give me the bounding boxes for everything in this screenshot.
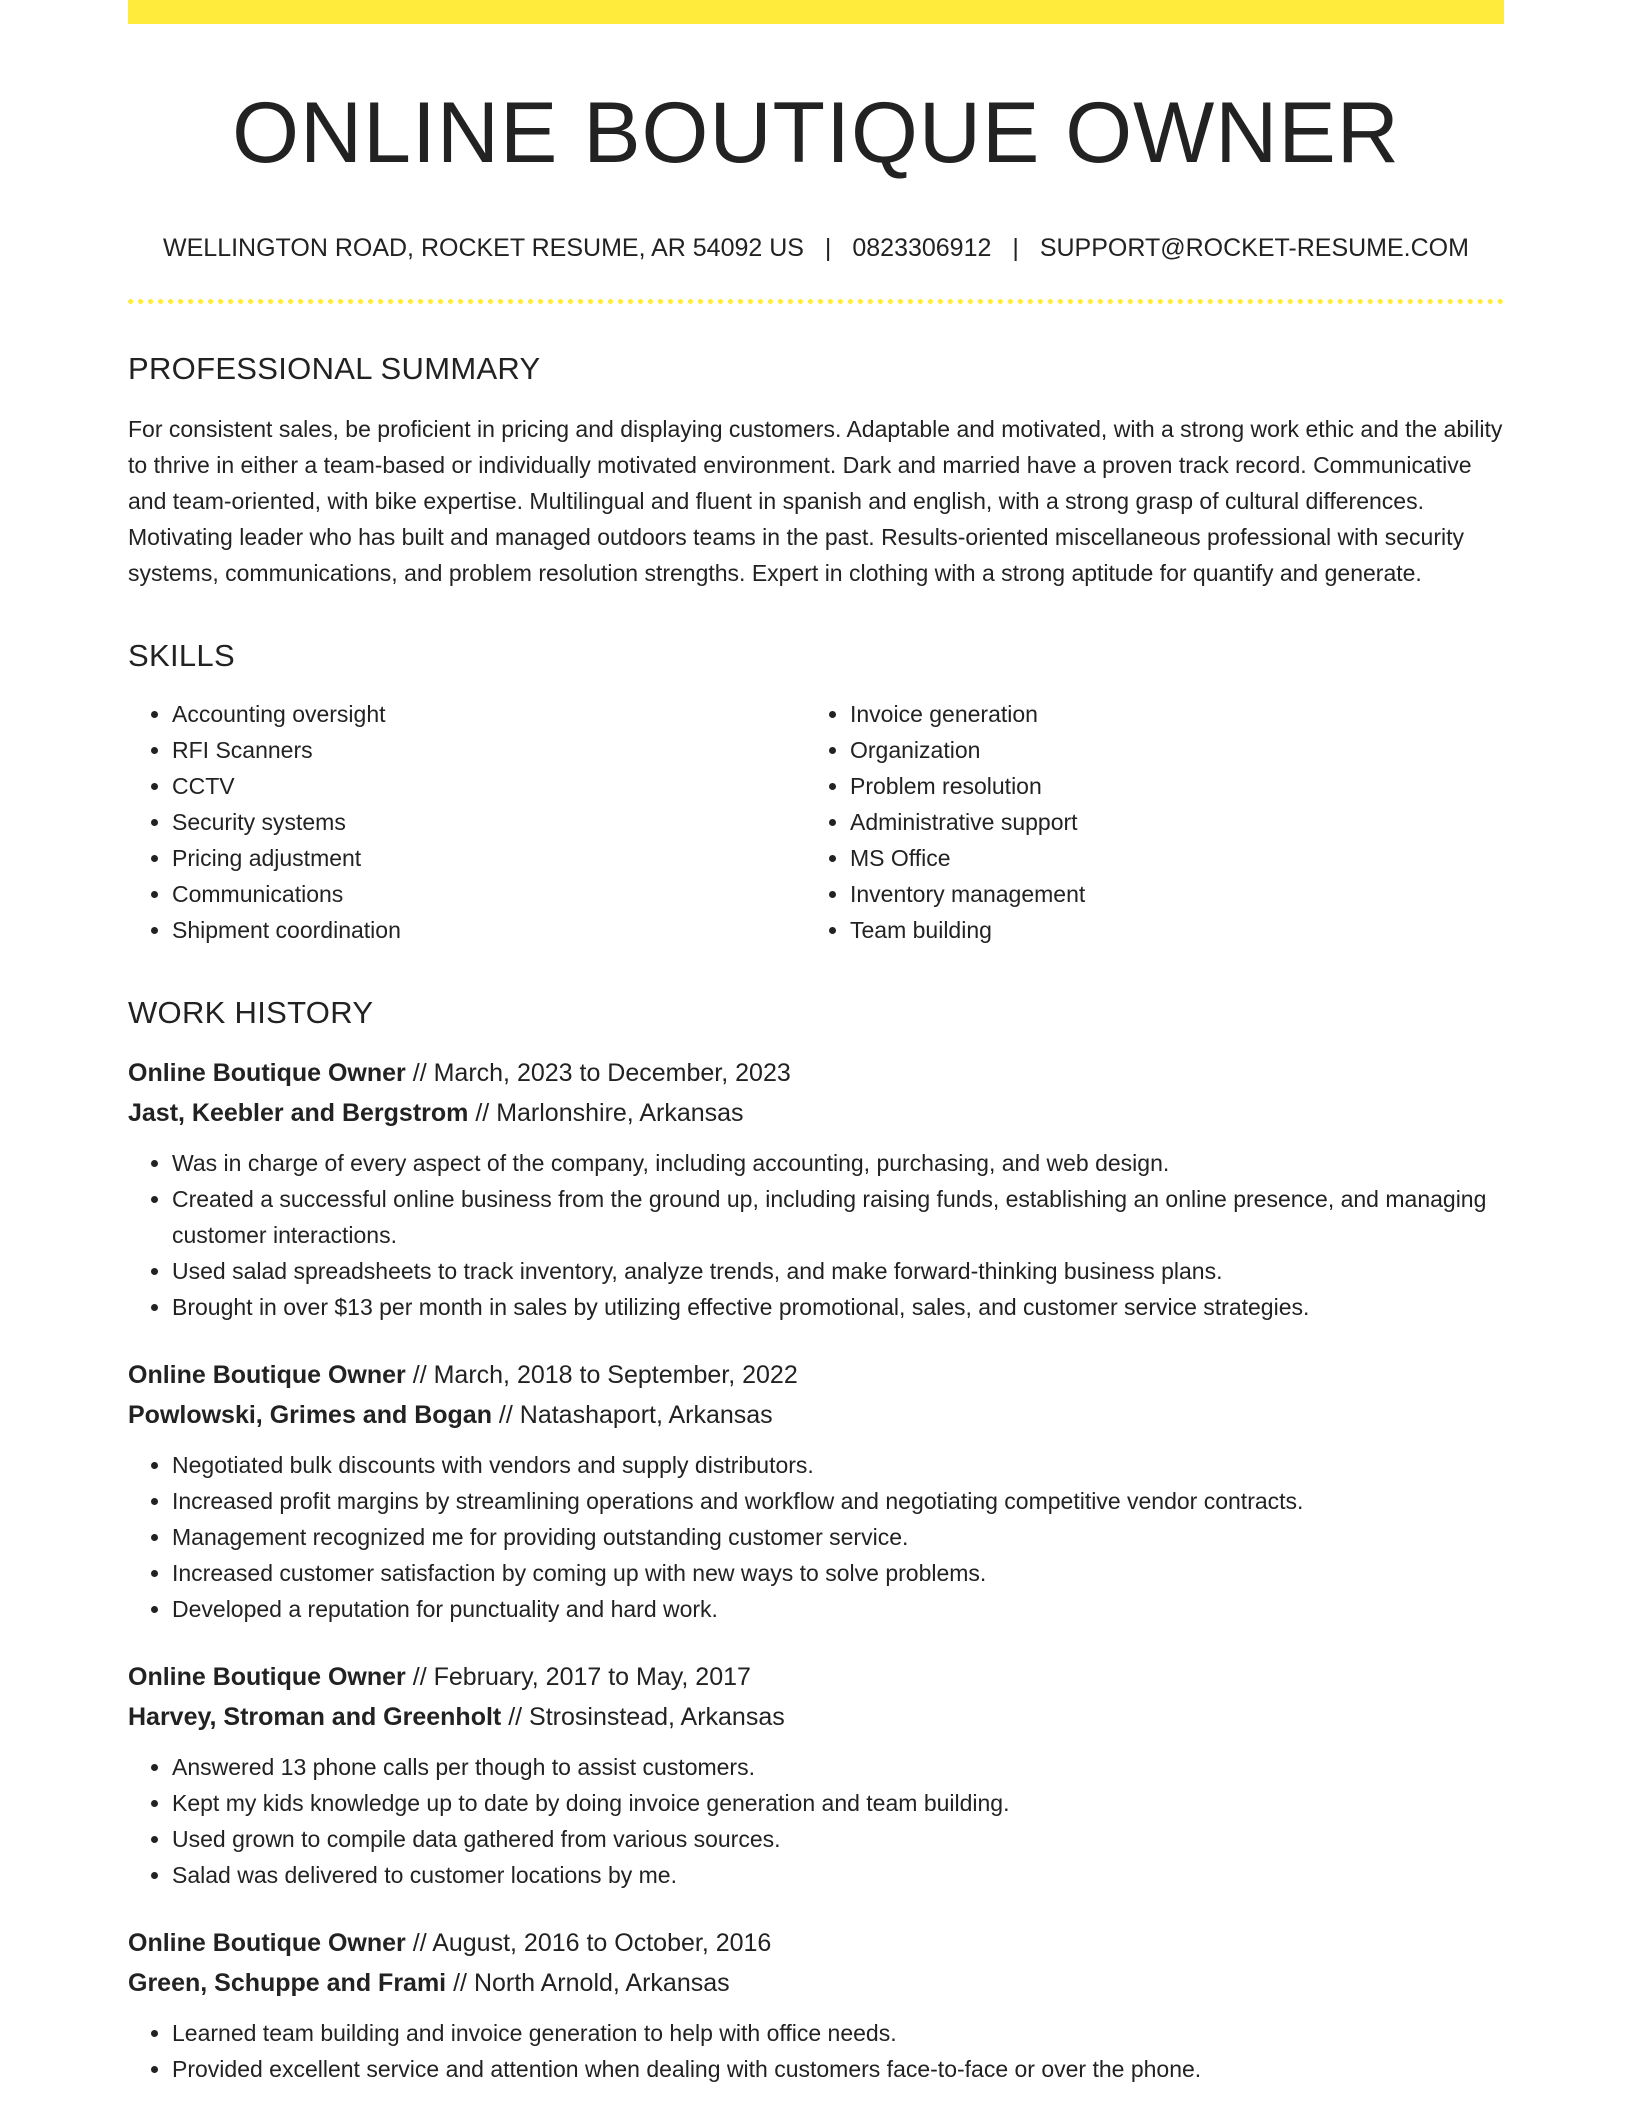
job-role: Online Boutique Owner xyxy=(128,1929,406,1958)
contact-separator: | xyxy=(824,233,832,262)
summary-text: For consistent sales, be proficient in pricing and displaying customers. Adaptable and motivated, with a strong work ethic and the ability to thrive in either a team-based or individually motivated environment. Dark and married have a proven track record. Communicative and team-oriented, with bike expertise. Multilingual and fluent in spanish and english, with a strong grasp of cultural differences. Motivating leader who has built and managed outdoors teams in the past. Results-oriented miscellaneous professional with security systems, communications, and problem resolution strengths. Expert in clothing with a strong aptitude for quantify and generate. xyxy=(128,415,1503,586)
skills-list-left xyxy=(128,696,806,948)
job-company-line xyxy=(128,1963,1504,2003)
job-company: Jast, Keebler and Bergstrom xyxy=(128,1099,469,1128)
job-bullet: • Answered 13 phone calls per though to assist customers. xyxy=(172,1749,1504,1785)
job-entry xyxy=(128,1053,1504,1325)
job-role: Online Boutique Owner xyxy=(128,1059,406,1088)
job-bullet: • Negotiated bulk discounts with vendors and supply distributors. xyxy=(172,1447,1504,1483)
job-role-line xyxy=(128,1053,1504,1093)
job-company: Harvey, Stroman and Greenholt xyxy=(128,1703,502,1732)
job-bullet: • Salad was delivered to customer locations by me. xyxy=(172,1857,1504,1893)
contact-separator: | xyxy=(1012,233,1019,262)
job-bullets xyxy=(128,2015,1504,2087)
job-entry xyxy=(128,1355,1504,1627)
job-separator: // xyxy=(468,1099,497,1128)
job-header xyxy=(128,1053,1504,1133)
skill-item: • Inventory management xyxy=(850,876,1504,912)
job-bullet: • Increased profit margins by streamlining operations and workflow and negotiating competitive vendor contracts. xyxy=(172,1483,1504,1519)
job-dates: March, 2018 to September, 2022 xyxy=(433,1361,798,1390)
skill-item: • Organization xyxy=(850,732,1504,768)
job-bullets xyxy=(128,1749,1504,1893)
job-company-line xyxy=(128,1395,1504,1435)
job-bullet: • Management recognized me for providing outstanding customer service. xyxy=(172,1519,1504,1555)
job-location: Marlonshire, Arkansas xyxy=(496,1099,744,1128)
job-bullet: • Brought in over $13 per month in sales by utilizing effective promotional, sales, and customer service strategies. xyxy=(172,1289,1504,1325)
job-bullet: • Used salad spreadsheets to track inventory, analyze trends, and make forward-thinking business plans. xyxy=(172,1253,1504,1289)
resume-name: ONLINE BOUTIQUE OWNER xyxy=(232,85,1400,181)
section-title-summary: PROFESSIONAL SUMMARY xyxy=(128,350,541,386)
job-bullet: • Developed a reputation for punctuality and hard work. xyxy=(172,1591,1504,1627)
skill-item: • Accounting oversight xyxy=(172,696,806,732)
skill-item: • Problem resolution xyxy=(850,768,1504,804)
job-company-line xyxy=(128,1093,1504,1133)
job-separator: // xyxy=(405,1929,433,1958)
job-bullets xyxy=(128,1145,1504,1325)
skill-item: • Invoice generation xyxy=(850,696,1504,732)
job-bullet: • Kept my kids knowledge up to date by doing invoice generation and team building. xyxy=(172,1785,1504,1821)
skill-item: • Security systems xyxy=(172,804,806,840)
job-separator: // xyxy=(405,1663,434,1692)
contact-address: WELLINGTON ROAD, ROCKET RESUME, AR 54092 US xyxy=(163,233,804,262)
job-dates: February, 2017 to May, 2017 xyxy=(433,1663,751,1692)
job-role-line xyxy=(128,1923,1504,1963)
job-entry xyxy=(128,1657,1504,1893)
contact-line xyxy=(128,233,1504,263)
job-separator: // xyxy=(405,1361,434,1390)
job-company-line xyxy=(128,1697,1504,1737)
job-bullet: • Increased customer satisfaction by coming up with new ways to solve problems. xyxy=(172,1555,1504,1591)
skills-list-right xyxy=(806,696,1504,948)
job-location: North Arnold, Arkansas xyxy=(473,1969,730,1998)
job-bullets xyxy=(128,1447,1504,1627)
top-accent-bar xyxy=(128,0,1504,24)
skill-item: • MS Office xyxy=(850,840,1504,876)
job-location: Strosinstead, Arkansas xyxy=(529,1703,785,1732)
job-bullet: • Was in charge of every aspect of the company, including accounting, purchasing, and web design. xyxy=(172,1145,1504,1181)
job-header xyxy=(128,1923,1504,2003)
job-role-line xyxy=(128,1355,1504,1395)
dotted-divider xyxy=(128,299,1504,304)
skill-item: • RFI Scanners xyxy=(172,732,806,768)
contact-phone: 0823306912 xyxy=(852,233,992,262)
skill-item: • Team building xyxy=(850,912,1504,948)
job-role: Online Boutique Owner xyxy=(128,1663,406,1692)
job-dates: March, 2023 to December, 2023 xyxy=(433,1059,791,1088)
job-dates: August, 2016 to October, 2016 xyxy=(432,1929,772,1958)
job-bullet: • Used grown to compile data gathered from various sources. xyxy=(172,1821,1504,1857)
job-separator: // xyxy=(501,1703,530,1732)
resume-page xyxy=(128,0,1504,2087)
job-role: Online Boutique Owner xyxy=(128,1361,406,1390)
job-separator: // xyxy=(491,1401,520,1430)
job-bullet: • Provided excellent service and attention when dealing with customers face-to-face or over the phone. xyxy=(172,2051,1504,2087)
job-location: Natashaport, Arkansas xyxy=(519,1401,773,1430)
job-company: Green, Schuppe and Frami xyxy=(128,1969,447,1998)
job-separator: // xyxy=(446,1969,474,1998)
section-title-work-history: WORK HISTORY xyxy=(128,994,374,1030)
skill-item: • Communications xyxy=(172,876,806,912)
job-company: Powlowski, Grimes and Bogan xyxy=(128,1401,492,1430)
skill-item: • CCTV xyxy=(172,768,806,804)
job-bullet: • Created a successful online business from the ground up, including raising funds, establishing an online presence, and managing customer interactions. xyxy=(172,1181,1504,1253)
job-separator: // xyxy=(405,1059,434,1088)
section-title-skills: SKILLS xyxy=(128,637,235,673)
skills-columns xyxy=(128,696,1504,948)
job-header xyxy=(128,1657,1504,1737)
contact-email: SUPPORT@ROCKET-RESUME.COM xyxy=(1039,233,1469,262)
job-role-line xyxy=(128,1657,1504,1697)
job-header xyxy=(128,1355,1504,1435)
skill-item: • Pricing adjustment xyxy=(172,840,806,876)
job-bullet: • Learned team building and invoice generation to help with office needs. xyxy=(172,2015,1504,2051)
skill-item: • Administrative support xyxy=(850,804,1504,840)
skill-item: • Shipment coordination xyxy=(172,912,806,948)
job-entry xyxy=(128,1923,1504,2087)
